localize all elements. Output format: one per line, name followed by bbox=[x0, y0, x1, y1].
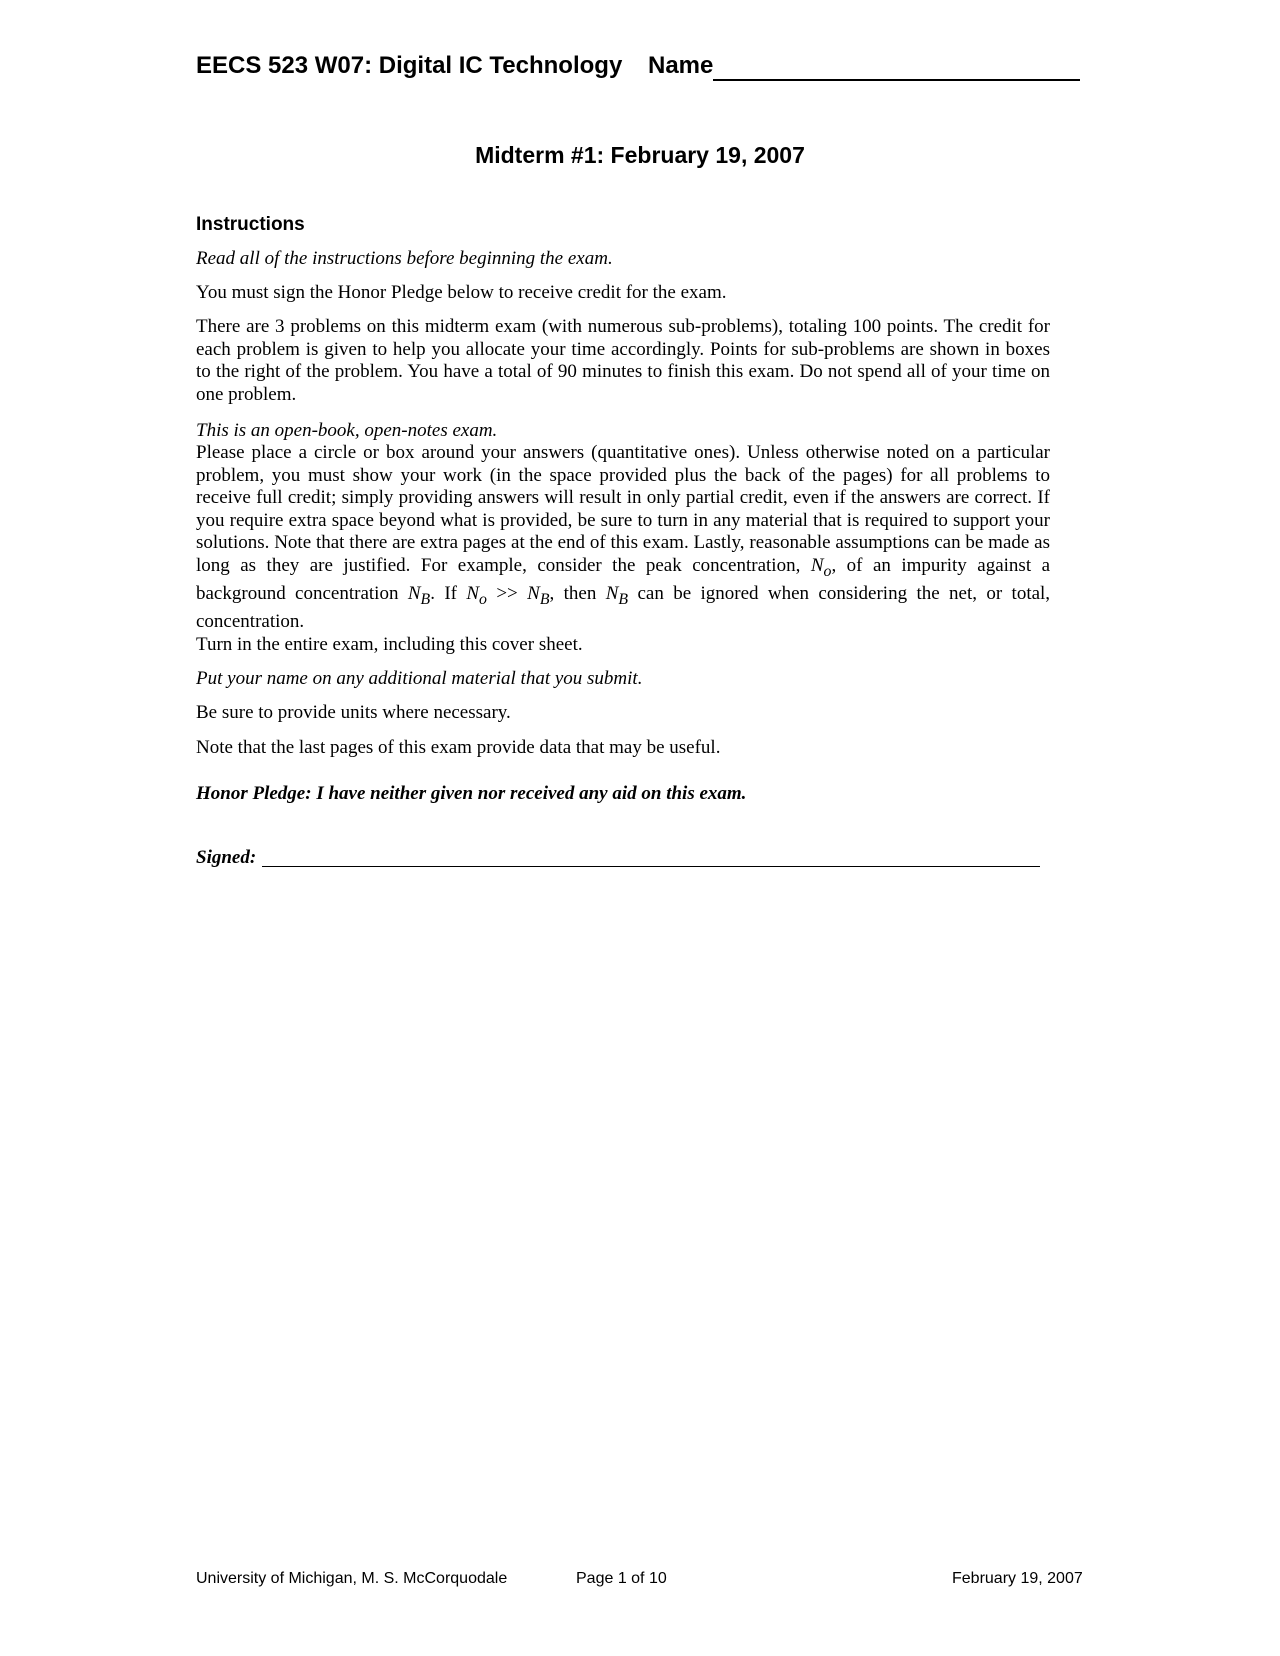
name-label: Name bbox=[648, 52, 714, 79]
instruction-problems: There are 3 problems on this midterm exam (with numerous sub-problems), totaling 100 points. The credit for each problem is given to help you allocate your time accordingly. Points for sub-problems are shown in boxes to the right of the problem. You have a total of 90 minutes to finish this exam. Do not spend all of your time on one problem. bbox=[196, 316, 1050, 405]
symbol-N-B: $N_B$ bbox=[605, 582, 629, 608]
symbol-N-o: $N_o$ bbox=[810, 554, 832, 580]
signature-line[interactable] bbox=[262, 866, 1040, 867]
instruction-units: Be sure to provide units where necessary. bbox=[196, 702, 511, 723]
answers-text-1: Please place a circle or box around your answers (quantitative ones). Unless otherwise noted on a particular problem, you must show your work (in the space provided plus the back of the pages) for all problems to receive full credit; simply providing answers will result in only partial credit, even if the answers are correct. If you require extra space beyond what is provided, be sure to turn in any material that is required to support your solutions. Note that there are extra pages at the end of this exam. Lastly, reasonable assumptions can be made as long as they are justified. For example, consider the peak concentration, bbox=[196, 442, 1050, 576]
course-title: EECS 523 W07: Digital IC Technology bbox=[196, 52, 623, 79]
signed-label: Signed: bbox=[196, 847, 257, 868]
symbol-N-B: $N_B$ bbox=[527, 582, 550, 608]
exam-title: Midterm #1: February 19, 2007 bbox=[475, 142, 805, 168]
instruction-last-pages: Note that the last pages of this exam provide data that may be useful. bbox=[196, 737, 721, 758]
footer-author: University of Michigan, M. S. McCorquodale bbox=[196, 1570, 508, 1587]
name-blank-line[interactable] bbox=[713, 79, 1080, 81]
instruction-read-all: Read all of the instructions before beginning the exam. bbox=[196, 248, 613, 269]
instruction-answers-paragraph: Please place a circle or box around your answers (quantitative ones). Unless otherwise noted on a particular problem, you must show your work (in the space provided plus the back of the pages) for all problems to receive full credit; simply providing answers will result in only partial credit, even if the answers are correct. If you require extra space beyond what is provided, be sure to turn in any material that is required to support your solutions. Note that there are extra pages at the end of this exam. Lastly, reasonable assumptions can be made as long as they are justified. For example, consider the peak concentration, $N_o$, of an impurity against a background concentration $N_B$. If $N_o >> N_B$, then $N_B$ can be ignored when considering the net, or total, concentration. bbox=[196, 442, 1051, 633]
symbol-N-B: $N_B$ bbox=[407, 582, 431, 608]
instruction-put-name: Put your name on any additional material that you submit. bbox=[196, 668, 643, 689]
footer-page-number: Page 1 of 10 bbox=[576, 1570, 667, 1587]
honor-pledge: Honor Pledge: I have neither given nor received any aid on this exam. bbox=[196, 783, 747, 804]
instruction-honor-sign: You must sign the Honor Pledge below to receive credit for the exam. bbox=[196, 282, 727, 303]
instruction-turn-in: Turn in the entire exam, including this cover sheet. bbox=[196, 634, 583, 655]
footer-date: February 19, 2007 bbox=[952, 1570, 1083, 1587]
signature-block bbox=[196, 847, 1046, 871]
symbol-N-o: $N_o$ bbox=[466, 582, 487, 608]
instruction-open-book: This is an open-book, open-notes exam. bbox=[196, 420, 498, 441]
page-header bbox=[196, 52, 1086, 92]
instructions-heading: Instructions bbox=[196, 214, 305, 235]
